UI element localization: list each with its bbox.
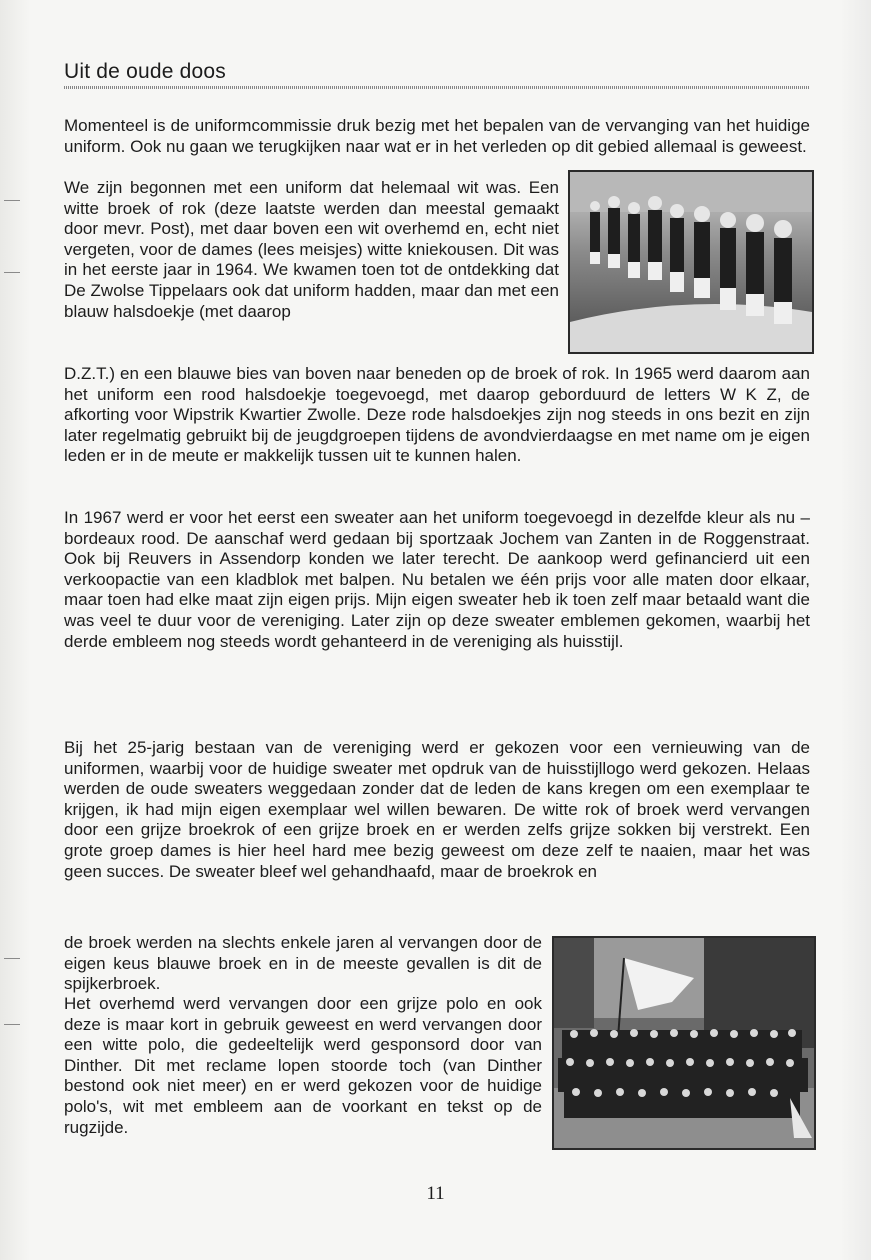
paragraph-trousers: de broek werden na slechts enkele jaren al vervangen door de eigen keus blauwe broek en in de meeste gevallen is dit de spijkerbroek. <box>64 933 542 994</box>
paragraph-renewal: Bij het 25-jarig bestaan van de vereniging werd er gekozen voor een vernieuwing van de uniformen, waarbij voor de huidige sweater met opdruk van de huisstijllogo werd gekozen. Helaas werden de oude sweaters weggedaan zonder dat de leden de kans kregen om een exemplaar te krijgen, ik had mijn eigen exemplaar wel willen bewaren. De witte rok of broek werd vervangen door een grijze broekrok of een grijze broek en er werden zelfs grijze sokken bij verstrekt. Een grote groep dames is hier heel hard mee bezig geweest om deze zelf te naaien, maar het was geen succes. De sweater bleef wel gehandhaafd, maar de broekrok en <box>64 738 810 881</box>
paragraph-polo: Het overhemd werd vervangen door een grijze polo en ook deze is maar kort in gebruik geweest en werd vervangen door een witte polo, die gedeeltelijk werd gesponsord door van Dinther. Dit met reclame lopen stoorde toch (van Dinther bestond ook niet meer) en er werd gekozen voor de huidige polo's, wit met embleem aan de voorkant en tekst op de rugzijde. <box>64 994 542 1137</box>
paragraph-white-uniform: We zijn begonnen met een uniform dat helemaal wit was. Een witte broek of rok (deze laatste werden dan meestal gemaakt door mevr. Post), met daar boven een wit overhemd en, echt niet vergeten, voor de dames (lees meisjes) witte kniekousen. Dit was in het eerste jaar in 1964. We kwamen toen tot de ontdekking dat De Zwolse Tippelaars ook dat uniform hadden, maar dan met een blauw halsdoekje (met daarop <box>64 178 559 321</box>
margin-mark <box>4 958 20 959</box>
group-portrait-photo-image <box>554 938 814 1148</box>
margin-mark <box>4 272 20 273</box>
marching-group-photo <box>568 170 814 354</box>
paragraph-sweater: In 1967 werd er voor het eerst een sweater aan het uniform toegevoegd in dezelfde kleur als nu – bordeaux rood. De aanschaf werd gedaan bij sportzaak Jochem van Zanten in de Roggenstraat. Ook bij Reuvers in Assendorp konden we later terecht. De aankoop werd gefinancierd uit een verkoopactie van een kladblok met balpen. Nu betalen we één prijs voor alle maten door elkaar, maar toen had elke maat zijn eigen prijs. Mijn eigen sweater heb ik toen zelf maar betaald want die was veel te duur voor de vereniging. Later zijn op deze sweater emblemen gekomen, waarbij het derde embleem nog steeds wordt gehanteerd in de vereniging als huisstijl. <box>64 508 810 651</box>
margin-mark <box>4 1024 20 1025</box>
page-number: 11 <box>426 1183 445 1204</box>
marching-group-photo-image <box>570 172 812 352</box>
paragraph-intro: Momenteel is de uniformcommissie druk bezig met het bepalen van de vervanging van het huidige uniform. Ook nu gaan we terugkijken naar wat er in het verleden op dit gebied allemaal is geweest. <box>64 116 810 156</box>
page-title: Uit de oude doos <box>64 60 226 83</box>
title-underline <box>64 86 810 89</box>
paragraph-white-uniform-continued: D.Z.T.) en een blauwe bies van boven naar beneden op de broek of rok. In 1965 werd daarom aan het uniform een rood halsdoekje toegevoegd, met daarop geborduurd de letters W K Z, de afkorting voor Wipstrik Kwartier Zwolle. Deze rode halsdoekjes zijn nog steeds in ons bezit en zijn later regelmatig gebruikt bij de jeugdgroepen tijdens de avondvierdaagse en met name om je eigen leden er in de meute er makkelijk tussen uit te kunnen halen. <box>64 364 810 466</box>
group-portrait-photo <box>552 936 816 1150</box>
margin-mark <box>4 200 20 201</box>
